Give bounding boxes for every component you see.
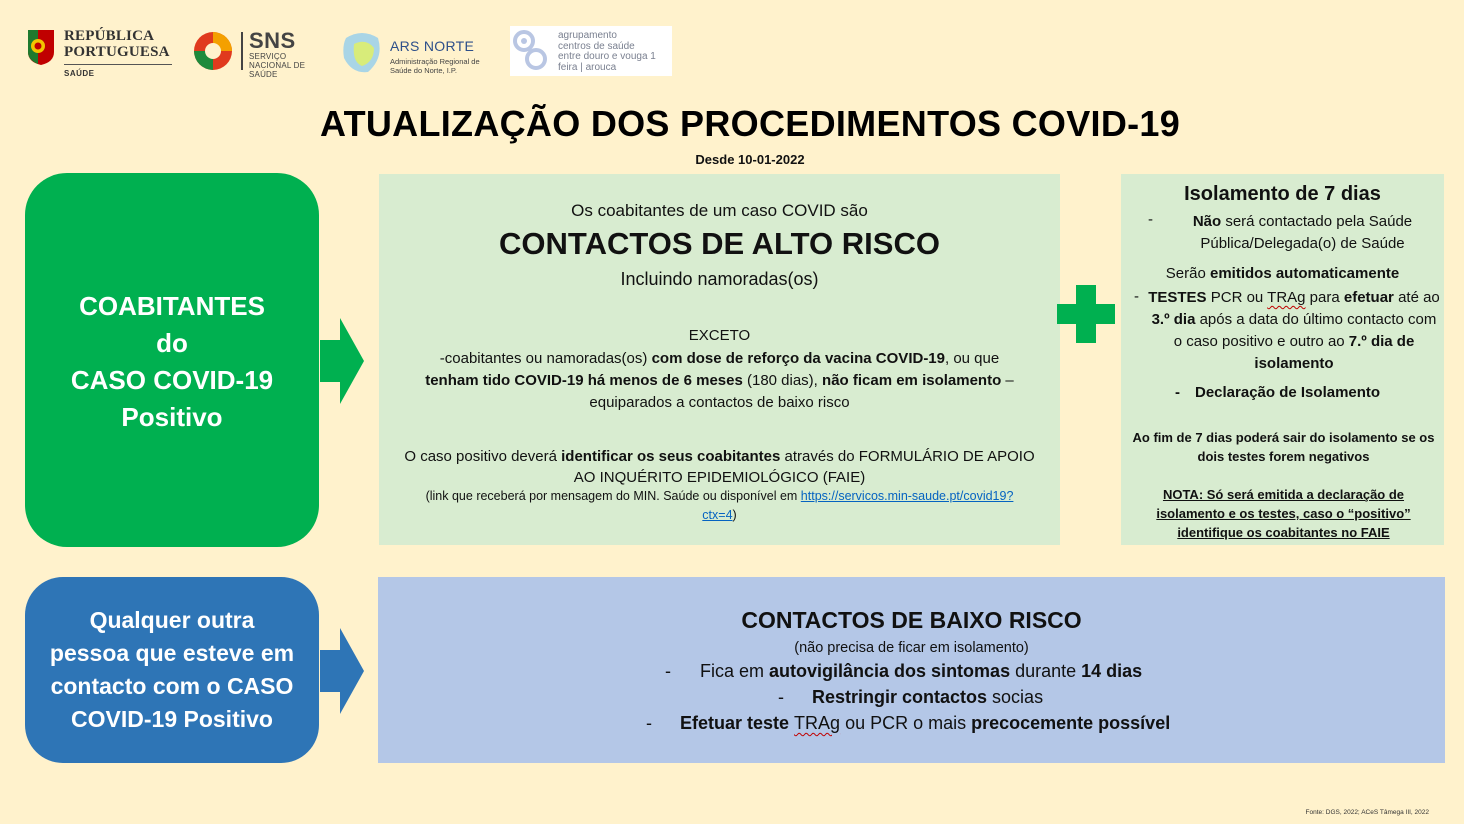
baixo-risco-subtitle: (não precisa de ficar em isolamento) — [794, 640, 1029, 656]
alto-risco-intro: Os coabitantes de um caso COVID são — [571, 201, 868, 220]
faie-link[interactable]: https://servicos.min-saude.pt/covid19?ctx=4 — [702, 489, 1014, 522]
arrow-right-icon — [320, 628, 364, 714]
agrupamento-logo — [510, 26, 672, 76]
testes-text: TESTES PCR ou TRAg para efetuar até ao 3.º dia após a data do último contacto com o caso positivo e outro ao 7.º dia de isolamento — [1148, 289, 1440, 372]
faie-text: O caso positivo deverá identificar os seus coabitantes através do FORMULÁRIO DE APOIO AO INQUÉRITO EPIDEMIOLÓGICO (FAIE) — [404, 448, 1035, 486]
bullet-dash: - — [1134, 288, 1139, 305]
bullet-dash: - — [778, 687, 784, 707]
bullet-dash: - — [665, 661, 671, 681]
arrow-right-icon — [320, 318, 364, 404]
efetuar-teste-text: Efetuar teste TRAg ou PCR o mais precocemente possível — [680, 713, 1171, 733]
portugal-flag-icon — [26, 28, 56, 66]
republica-subtitle: SAÚDE — [64, 69, 95, 78]
page-title: ATUALIZAÇÃO DOS PROCEDIMENTOS COVID-19 — [319, 103, 1181, 144]
bullet-dash: - — [1175, 384, 1180, 401]
bullet-dash: - — [1148, 211, 1153, 228]
ars-title: ARS NORTE — [390, 38, 475, 54]
ars-norte-logo — [340, 28, 490, 78]
isolamento-contact-text: Não será contactado pela Saúde Pública/Delegada(o) de Saúde — [1192, 213, 1413, 252]
plus-icon-bar — [1057, 304, 1115, 324]
alto-risco-heading: CONTACTOS DE ALTO RISCO — [499, 226, 940, 261]
nota-text: NOTA: Só será emitida a declaração de isolamento e os testes, caso o “positivo” identifique os coabitantes no FAIE — [1156, 487, 1411, 540]
bullet-dash: - — [646, 713, 652, 733]
source-footnote: Fonte: DGS, 2022; ACeS Tâmega III, 2022 — [1305, 809, 1429, 816]
sns-logo — [192, 28, 332, 79]
sns-subtitle: SERVIÇO NACIONAL DE SAÚDE — [249, 52, 306, 79]
faie-link-text: (link que receberá por mensagem do MIN. Saúde ou disponível em https://servicos.min-saude.pt/covid19?ctx=4) — [425, 489, 1014, 522]
alto-risco-including: Incluindo namoradas(os) — [620, 269, 819, 289]
exception-text: -coabitantes ou namoradas(os) com dose de reforço da vacina COVID-19, ou que tenham tido COVID-19 há menos de 6 meses (180 dias), não ficam em isolamento – equiparados a contactos de baixo risco — [425, 350, 1014, 411]
baixo-risco-heading: CONTACTOS DE BAIXO RISCO — [741, 607, 1082, 633]
outra-pessoa-text: Qualquer outra pessoa que esteve em contacto com o CASO COVID-19 Positivo — [49, 607, 295, 732]
republica-text: REPÚBLICA PORTUGUESA — [64, 28, 170, 60]
exception-label: EXCETO — [688, 327, 751, 344]
agrupamento-text: agrupamento centros de saúde entre douro e vouga 1 feira | arouca — [558, 30, 656, 73]
restringir-text: Restringir contactos socias — [812, 687, 1044, 707]
sns-divider — [241, 32, 243, 70]
isolamento-heading: Isolamento de 7 dias — [1184, 183, 1381, 205]
declaracao-text: Declaração de Isolamento — [1195, 384, 1381, 401]
sns-title: SNS — [249, 28, 296, 53]
sns-mark-icon — [192, 30, 234, 72]
agrupamento-mark-icon — [512, 29, 548, 73]
ars-subtitle: Administração Regional de Saúde do Norte, I.P. — [390, 57, 480, 75]
autovigilancia-text: Fica em autovigilância dos sintomas durante 14 dias — [700, 661, 1143, 681]
page-subtitle: Desde 10-01-2022 — [695, 152, 805, 167]
emitidos-text: Serão emitidos automaticamente — [1165, 265, 1400, 282]
fim-isolamento-text: Ao fim de 7 dias poderá sair do isolamento se os dois testes forem negativos — [1132, 430, 1435, 464]
republica-portuguesa-logo — [26, 26, 176, 82]
coabitantes-text: COABITANTES do CASO COVID-19 Positivo — [70, 291, 274, 432]
ars-mark-icon — [340, 28, 384, 76]
republica-divider — [64, 64, 172, 65]
